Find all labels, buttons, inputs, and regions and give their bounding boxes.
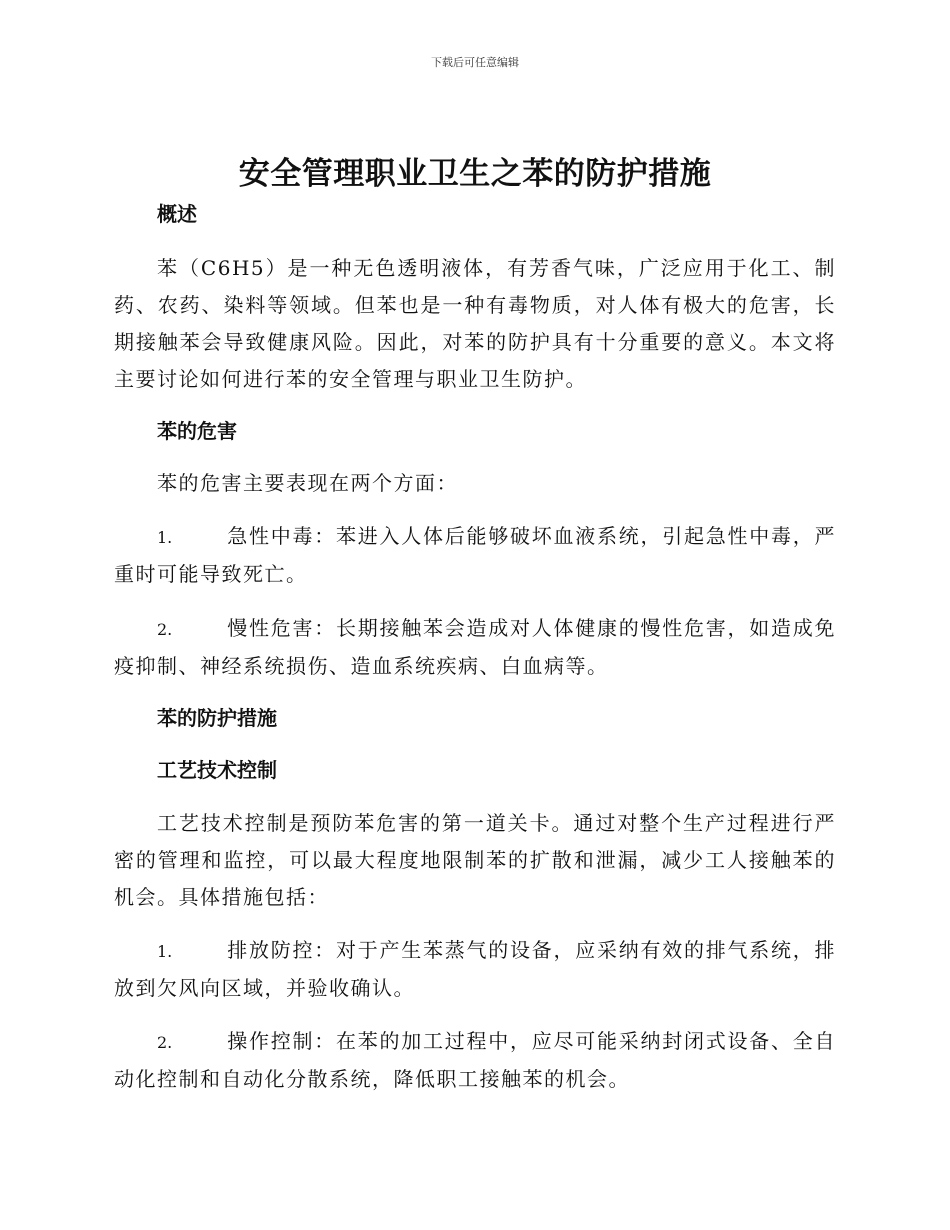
process-control-paragraph: 工艺技术控制是预防苯危害的第一道关卡。通过对整个生产过程进行严密的管理和监控，可以最大程度地限制苯的扩散和泄漏，减少工人接触苯的机会。具体措施包括： [114,811,836,909]
list-number: 1. [157,942,173,961]
list-number: 2. [157,620,173,639]
list-item-text: 排放防控：对于产生苯蒸气的设备，应采纳有效的排气系统，排放到欠风向区域，并验收确认。 [114,938,836,1000]
hazards-intro: 苯的危害主要表现在两个方面： [157,471,458,495]
list-item-text: 操作控制：在苯的加工过程中，应尽可能采纳封闭式设备、全自动化控制和自动化分散系统，降低职工接触苯的机会。 [114,1029,836,1091]
overview-paragraph: 苯（C6H5）是一种无色透明液体，有芳香气味，广泛应用于化工、制药、农药、染料等领域。但苯也是一种有毒物质，对人体有极大的危害，长期接触苯会导致健康风险。因此，对苯的防护具有十分重要的意义。本文将主要讨论如何进行苯的安全管理与职业卫生防护。 [114,256,836,391]
section-heading-overview: 概述 [157,202,197,226]
list-item-text: 急性中毒：苯进入人体后能够破坏血液系统，引起急性中毒，严重时可能导致死亡。 [114,524,836,586]
list-number: 1. [157,528,173,547]
section-heading-protection: 苯的防护措施 [157,706,277,730]
document-title: 安全管理职业卫生之苯的防护措施 [238,156,712,192]
page-header-note: 下载后可任意编辑 [431,56,519,69]
list-number: 2. [157,1033,173,1052]
hazard-item-2 [114,610,836,685]
hazard-item-1 [114,518,836,593]
subsection-heading-process-control: 工艺技术控制 [157,758,277,782]
section-heading-hazards: 苯的危害 [157,419,237,443]
measure-item-1 [114,932,836,1007]
list-item-text: 慢性危害：长期接触苯会造成对人体健康的慢性危害，如造成免疫抑制、神经系统损伤、造血系统疾病、白血病等。 [114,616,836,678]
measure-item-2 [114,1023,836,1098]
